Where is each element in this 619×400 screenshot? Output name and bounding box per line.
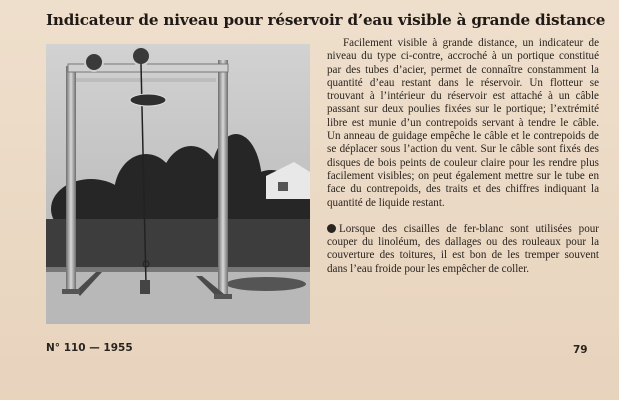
article-photo bbox=[46, 44, 310, 324]
article-paragraph-1: Facilement visible à grande distance, un indicateur de niveau du type ci-contre, accroché à un portique constitué par des tubes d’acier, permet de connaître constamment la quantité d’eau restant dans le réservoir. Un flotteur se trouvant à l’intérieur du réservoir est attaché à un câble passant sur deux poulies fixées sur le portique; l’extrémité libre est munie d’un contrepoids servant à tendre le câble. Un anneau de guidage empêche le câble et le contrepoids de se déplacer sous l’action du vent. Sur le câble sont fixés des disques de bois peints de couleur claire pour les rendre plus facilement visibles; on peut également mettre sur le tube en face du contrepoids, des traits et des chiffres indiquant la quantité de liquide restant. bbox=[327, 37, 599, 209]
page-number: 79 bbox=[573, 344, 588, 356]
article-body bbox=[327, 37, 599, 276]
article-paragraph-2 bbox=[327, 223, 599, 276]
issue-label: N° 110 — 1955 bbox=[46, 342, 133, 354]
article-paragraph-2-text: Lorsque des cisailles de fer-blanc sont utilisées pour couper du linoléum, des dallages ou des rouleaux pour la couverture des toitures, il est bon de les tremper souvent dans l’eau froide pour les empêcher de coller. bbox=[327, 222, 599, 275]
bullet-icon bbox=[327, 224, 336, 233]
article-title: Indicateur de niveau pour réservoir d’eau visible à grande distance bbox=[46, 11, 606, 29]
